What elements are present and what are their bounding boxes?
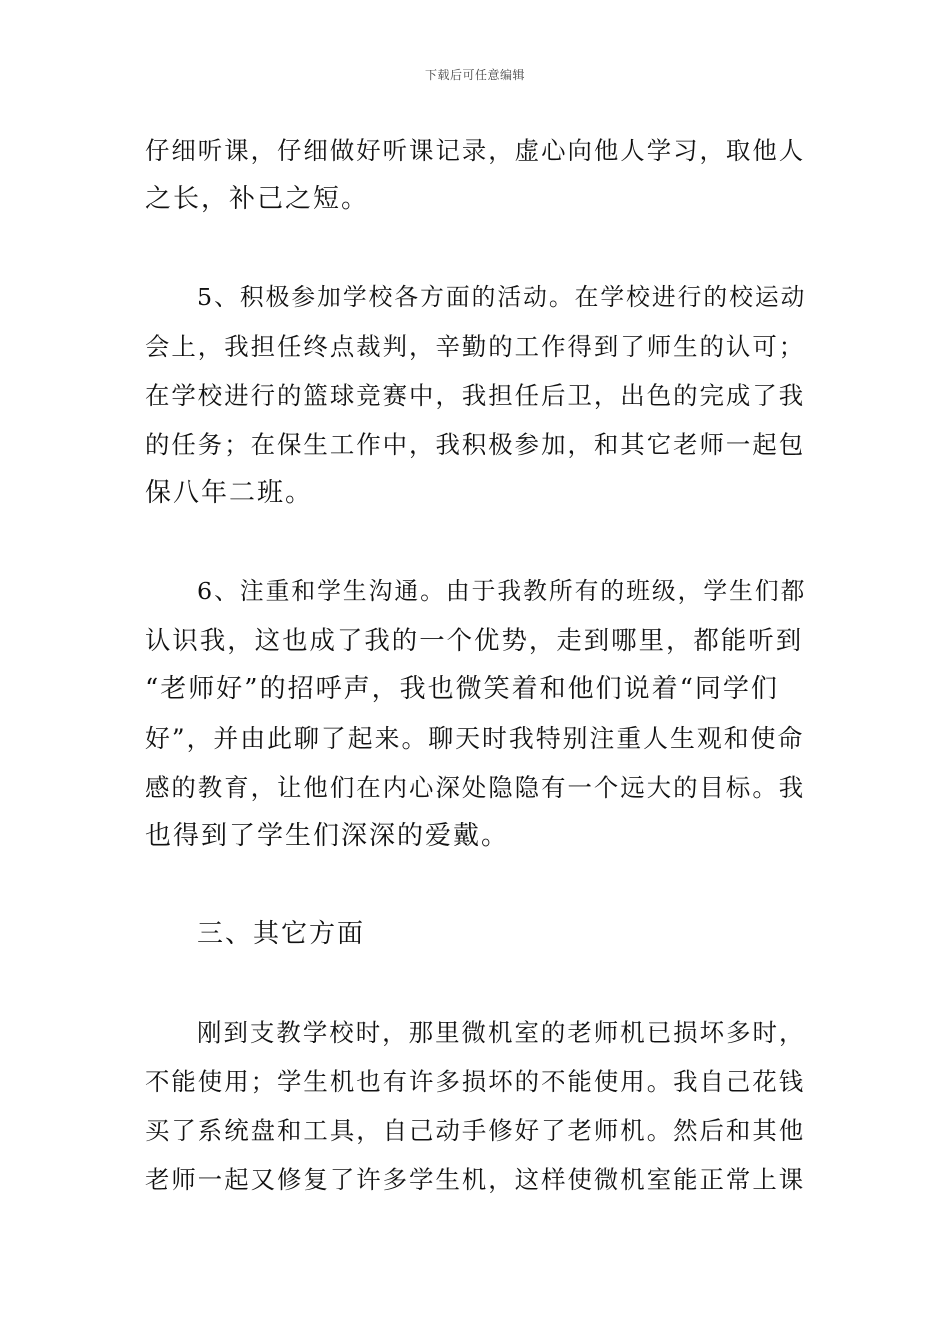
text-line: 三、其它方面	[197, 919, 366, 949]
text-line: “老师好”的招呼声，我也微笑着和他们说着“同学们	[145, 674, 779, 704]
text-line: 之长，补己之短。	[145, 184, 370, 214]
paragraph-continuation	[145, 126, 809, 224]
text-line: 老师一起又修复了许多学生机，这样使微机室能正常上课	[145, 1165, 806, 1194]
paragraph-gap	[145, 518, 809, 567]
page-header: 下载后可任意编辑	[424, 68, 525, 82]
text-line: 好”，并由此聊了起来。聊天时我特别注重人生观和使命	[145, 724, 805, 753]
text-line: 6、注重和学生沟通。由于我教所有的班级，学生们都	[197, 577, 807, 605]
text-line: 刚到支教学校时，那里微机室的老师机已损坏多时，	[197, 1018, 806, 1047]
paragraph-other-aspects	[145, 1008, 809, 1204]
section-heading	[145, 910, 809, 959]
text-line: 5、积极参加学校各方面的活动。在学校进行的校运动	[197, 283, 807, 311]
text-line: 不能使用；学生机也有许多损坏的不能使用。我自己花钱	[145, 1067, 806, 1096]
text-line: 会上，我担任终点裁判，辛勤的工作得到了师生的认可；	[145, 332, 806, 361]
paragraph-gap	[145, 224, 809, 273]
paragraph-gap	[145, 861, 809, 910]
text-line: 买了系统盘和工具，自己动手修好了老师机。然后和其他	[145, 1116, 806, 1145]
text-line: 保八年二班。	[145, 478, 314, 508]
text-line: 的任务；在保生工作中，我积极参加，和其它老师一起包	[145, 430, 806, 459]
paragraph-item-6	[145, 567, 809, 861]
paragraph-item-5	[145, 273, 809, 518]
document-body	[145, 126, 809, 1204]
text-line: 也得到了学生们深深的爱戴。	[145, 821, 510, 851]
text-line: 感的教育，让他们在内心深处隐隐有一个远大的目标。我	[145, 773, 806, 802]
text-line: 仔细听课，仔细做好听课记录，虚心向他人学习，取他人	[145, 136, 806, 165]
text-line: 认识我，这也成了我的一个优势，走到哪里，都能听到	[145, 625, 804, 655]
text-line: 在学校进行的篮球竞赛中，我担任后卫，出色的完成了我	[145, 381, 806, 410]
paragraph-gap	[145, 959, 809, 1008]
